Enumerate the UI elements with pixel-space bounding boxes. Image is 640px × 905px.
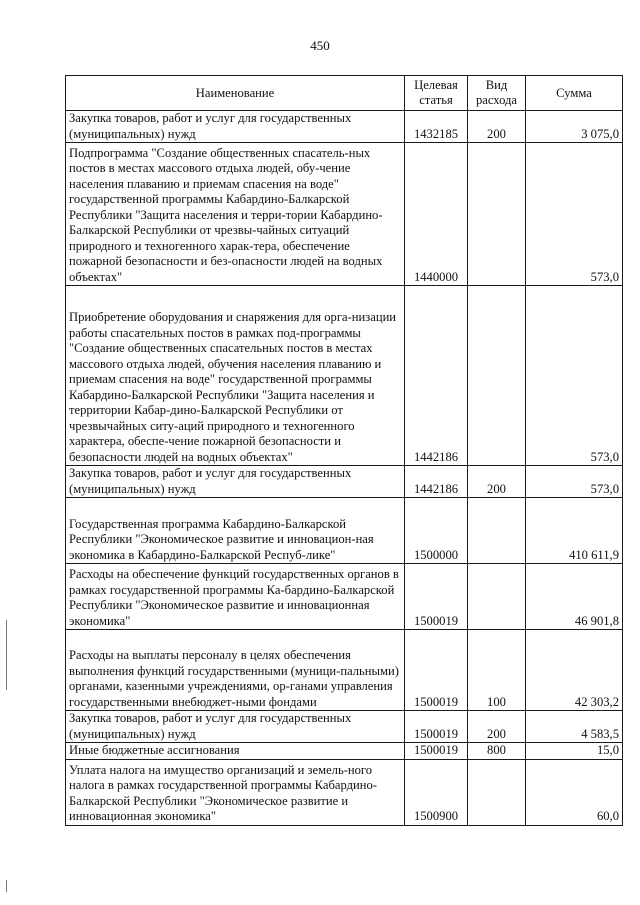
row-kind: 200 — [468, 111, 526, 143]
row-name: Иные бюджетные ассигнования — [66, 743, 405, 760]
table-row — [66, 111, 623, 143]
row-name: Уплата налога на имущество организаций и земель-ного налога в рамках государственной программы Кабардино-Балкарской Республики "Экономическое развитие и инновационная экономика" — [66, 759, 405, 825]
row-kind: 800 — [468, 743, 526, 760]
row-code: 1432185 — [405, 111, 468, 143]
row-amount: 42 303,2 — [526, 630, 623, 711]
page-number: 450 — [310, 38, 330, 53]
header-amount: Сумма — [526, 76, 623, 111]
row-name: Закупка товаров, работ и услуг для государственных (муниципальных) нужд — [66, 111, 405, 143]
table-row — [66, 759, 623, 825]
row-amount: 4 583,5 — [526, 711, 623, 743]
header-name: Наименование — [66, 76, 405, 111]
row-code: 1500019 — [405, 743, 468, 760]
row-amount: 573,0 — [526, 286, 623, 466]
row-code: 1500000 — [405, 498, 468, 564]
row-amount: 573,0 — [526, 143, 623, 286]
row-code: 1500019 — [405, 564, 468, 630]
table-row — [66, 498, 623, 564]
table-row — [66, 743, 623, 760]
table-row — [66, 630, 623, 711]
row-code: 1440000 — [405, 143, 468, 286]
row-kind: 100 — [468, 630, 526, 711]
row-name: Закупка товаров, работ и услуг для государственных (муниципальных) нужд — [66, 466, 405, 498]
row-kind — [468, 564, 526, 630]
row-name: Подпрограмма "Создание общественных спасатель-ных постов в местах массового отдыха людей, обу-чение населения плаванию и приемам спасения на воде" государственной программы Кабардино-Балкарской Республики "Защита населения и терри-тории Кабардино-Балкарской Республики от чрезвы-чайных ситуаций природного и техногенного харак-тера, обеспечение пожарной безопасности и без-опасности людей на водных объектах" — [66, 143, 405, 286]
row-code: 1442186 — [405, 466, 468, 498]
row-kind — [468, 759, 526, 825]
row-name: Государственная программа Кабардино-Балкарской Республики "Экономическое развитие и инновацион-ная экономика в Кабардино-Балкарской Респуб-лике" — [66, 498, 405, 564]
table-row — [66, 564, 623, 630]
row-amount: 15,0 — [526, 743, 623, 760]
header-kind: Вид расхода — [468, 76, 526, 111]
row-code: 1442186 — [405, 286, 468, 466]
row-kind — [468, 286, 526, 466]
row-kind — [468, 143, 526, 286]
scan-edge-mark — [6, 620, 7, 690]
row-code: 1500019 — [405, 711, 468, 743]
row-code: 1500019 — [405, 630, 468, 711]
row-kind: 200 — [468, 466, 526, 498]
table-row — [66, 286, 623, 466]
row-name: Приобретение оборудования и снаряжения для орга-низации работы спасательных постов в рамках под-программы "Создание общественных спасательных постов в местах массового отдыха людей, обучения населения плаванию и приемам спасения на воде" государственной программы Кабардино-Балкарской Республики "Защита населения и территории Кабар-дино-Балкарской Республики от чрезвычайных ситу-аций природного и техногенного характера, обеспе-чение пожарной безопасности и безопасности людей на водных объектах" — [66, 286, 405, 466]
row-amount: 3 075,0 — [526, 111, 623, 143]
row-name: Закупка товаров, работ и услуг для государственных (муниципальных) нужд — [66, 711, 405, 743]
table-row — [66, 466, 623, 498]
row-amount: 60,0 — [526, 759, 623, 825]
row-amount: 46 901,8 — [526, 564, 623, 630]
scan-edge-mark — [6, 880, 7, 892]
row-name: Расходы на обеспечение функций государственных органов в рамках государственной программы Ка-бардино-Балкарской Республики "Экономическое развитие и инновационная экономика" — [66, 564, 405, 630]
table-row — [66, 143, 623, 286]
row-amount: 410 611,9 — [526, 498, 623, 564]
table-row — [66, 711, 623, 743]
budget-table — [65, 75, 623, 826]
table-header-row — [66, 76, 623, 111]
row-name: Расходы на выплаты персоналу в целях обеспечения выполнения функций государственными (муници-пальными) органами, казенными учреждениями, ор-ганами управления государственными внебюджет-ными фондами — [66, 630, 405, 711]
row-amount: 573,0 — [526, 466, 623, 498]
row-code: 1500900 — [405, 759, 468, 825]
header-code: Целевая статья — [405, 76, 468, 111]
row-kind — [468, 498, 526, 564]
row-kind: 200 — [468, 711, 526, 743]
